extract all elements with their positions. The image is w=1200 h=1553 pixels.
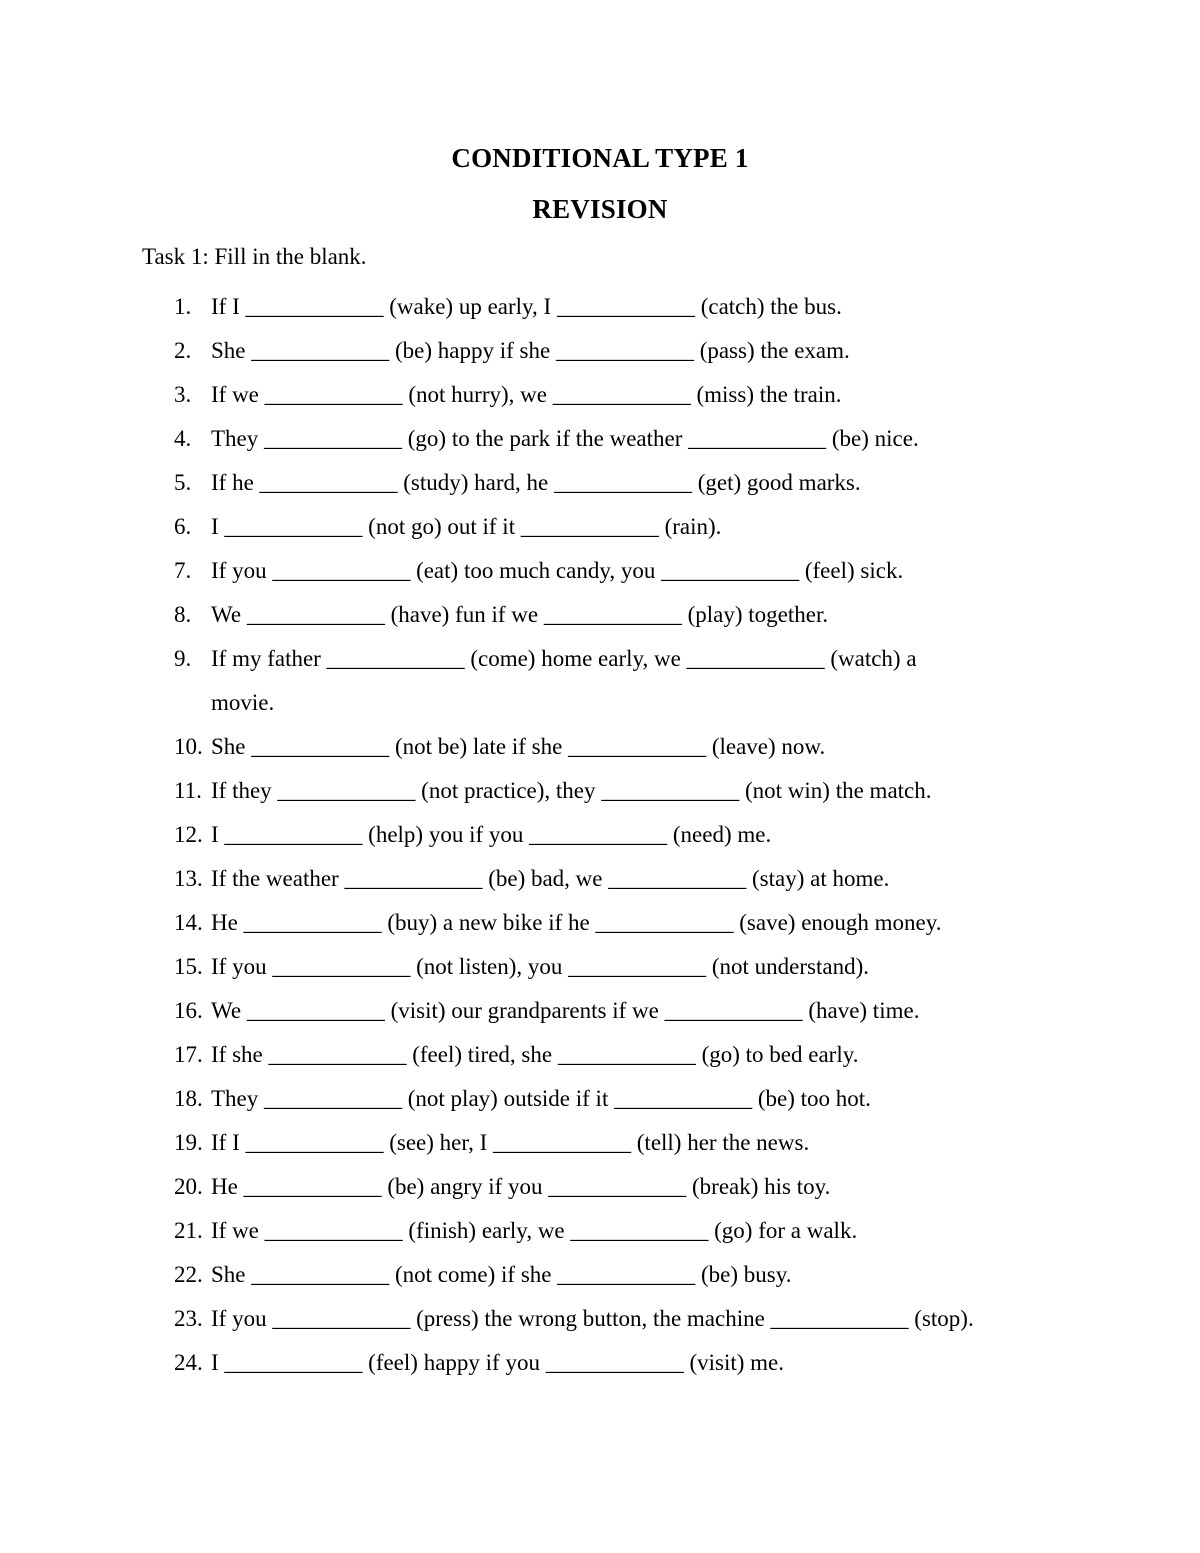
exercise-number: 2. bbox=[174, 338, 192, 363]
exercise-sentence: If he ____________ (study) hard, he ____________ (get) good marks. bbox=[211, 470, 861, 495]
exercise-number: 23. bbox=[174, 1306, 203, 1331]
exercise-item bbox=[0, 1253, 1200, 1297]
exercise-item bbox=[0, 637, 1200, 725]
exercise-item bbox=[0, 549, 1200, 593]
exercise-sentence: She ____________ (not come) if she ____________ (be) busy. bbox=[211, 1262, 792, 1287]
exercise-item bbox=[0, 945, 1200, 989]
exercise-sentence: I ____________ (feel) happy if you ____________ (visit) me. bbox=[211, 1350, 784, 1375]
exercise-item bbox=[0, 901, 1200, 945]
exercise-sentence: If you ____________ (not listen), you ____________ (not understand). bbox=[211, 954, 869, 979]
exercise-number: 4. bbox=[174, 426, 192, 451]
exercise-item bbox=[0, 1121, 1200, 1165]
exercise-sentence: She ____________ (not be) late if she ____________ (leave) now. bbox=[211, 734, 826, 759]
exercise-sentence: He ____________ (be) angry if you ____________ (break) his toy. bbox=[211, 1174, 831, 1199]
exercise-item bbox=[0, 1077, 1200, 1121]
page-title: CONDITIONAL TYPE 1 bbox=[451, 143, 749, 173]
exercise-number: 19. bbox=[174, 1130, 203, 1155]
exercise-number: 18. bbox=[174, 1086, 203, 1111]
exercise-item bbox=[0, 505, 1200, 549]
exercise-sentence: If you ____________ (press) the wrong button, the machine ____________ (stop). bbox=[211, 1306, 974, 1331]
exercise-number: 3. bbox=[174, 382, 192, 407]
exercise-sentence: If I ____________ (wake) up early, I ____________ (catch) the bus. bbox=[211, 294, 842, 319]
exercise-item bbox=[0, 461, 1200, 505]
exercise-sentence: If you ____________ (eat) too much candy, you ____________ (feel) sick. bbox=[211, 558, 904, 583]
exercise-item bbox=[0, 1297, 1200, 1341]
exercise-number: 11. bbox=[174, 778, 202, 803]
exercise-number: 12. bbox=[174, 822, 203, 847]
exercise-item bbox=[0, 813, 1200, 857]
exercise-item bbox=[0, 1341, 1200, 1385]
exercise-number: 14. bbox=[174, 910, 203, 935]
exercise-sentence: If they ____________ (not practice), they ____________ (not win) the match. bbox=[211, 778, 932, 803]
exercise-sentence: They ____________ (go) to the park if the weather ____________ (be) nice. bbox=[211, 426, 919, 451]
exercise-number: 13. bbox=[174, 866, 203, 891]
exercise-number: 9. bbox=[174, 646, 192, 671]
exercise-number: 20. bbox=[174, 1174, 203, 1199]
exercise-sentence: They ____________ (not play) outside if it ____________ (be) too hot. bbox=[211, 1086, 871, 1111]
exercise-number: 16. bbox=[174, 998, 203, 1023]
exercise-number: 21. bbox=[174, 1218, 203, 1243]
exercise-sentence: If she ____________ (feel) tired, she ____________ (go) to bed early. bbox=[211, 1042, 859, 1067]
exercise-sentence: If my father ____________ (come) home early, we ____________ (watch) a bbox=[211, 646, 917, 671]
task-instruction: Task 1: Fill in the blank. bbox=[142, 244, 367, 269]
exercise-item bbox=[0, 769, 1200, 813]
exercise-item bbox=[0, 1165, 1200, 1209]
exercise-sentence: He ____________ (buy) a new bike if he ____________ (save) enough money. bbox=[211, 910, 942, 935]
exercise-sentence: If we ____________ (finish) early, we ____________ (go) for a walk. bbox=[211, 1218, 858, 1243]
exercise-number: 15. bbox=[174, 954, 203, 979]
exercise-number: 10. bbox=[174, 734, 203, 759]
exercise-sentence: If the weather ____________ (be) bad, we ____________ (stay) at home. bbox=[211, 866, 890, 891]
exercise-sentence: I ____________ (help) you if you ____________ (need) me. bbox=[211, 822, 772, 847]
exercise-sentence: I ____________ (not go) out if it ____________ (rain). bbox=[211, 514, 722, 539]
exercise-sentence: We ____________ (visit) our grandparents if we ____________ (have) time. bbox=[211, 998, 920, 1023]
exercise-item bbox=[0, 1209, 1200, 1253]
exercise-sentence: If we ____________ (not hurry), we ____________ (miss) the train. bbox=[211, 382, 842, 407]
exercise-item bbox=[0, 329, 1200, 373]
exercise-number: 22. bbox=[174, 1262, 203, 1287]
exercise-number: 7. bbox=[174, 558, 192, 583]
exercise-list bbox=[0, 285, 1200, 1385]
exercise-item bbox=[0, 373, 1200, 417]
exercise-sentence-continued: movie. bbox=[211, 690, 275, 715]
exercise-item bbox=[0, 285, 1200, 329]
exercise-number: 17. bbox=[174, 1042, 203, 1067]
exercise-sentence: If I ____________ (see) her, I ____________ (tell) her the news. bbox=[211, 1130, 810, 1155]
exercise-number: 6. bbox=[174, 514, 192, 539]
exercise-item bbox=[0, 989, 1200, 1033]
exercise-item bbox=[0, 593, 1200, 637]
exercise-item bbox=[0, 857, 1200, 901]
exercise-number: 8. bbox=[174, 602, 192, 627]
page-subtitle: REVISION bbox=[532, 194, 668, 224]
exercise-item bbox=[0, 1033, 1200, 1077]
exercise-number: 1. bbox=[174, 294, 192, 319]
exercise-sentence: She ____________ (be) happy if she ____________ (pass) the exam. bbox=[211, 338, 850, 363]
exercise-number: 24. bbox=[174, 1350, 203, 1375]
exercise-item bbox=[0, 417, 1200, 461]
exercise-number: 5. bbox=[174, 470, 192, 495]
exercise-item bbox=[0, 725, 1200, 769]
exercise-sentence: We ____________ (have) fun if we ____________ (play) together. bbox=[211, 602, 829, 627]
